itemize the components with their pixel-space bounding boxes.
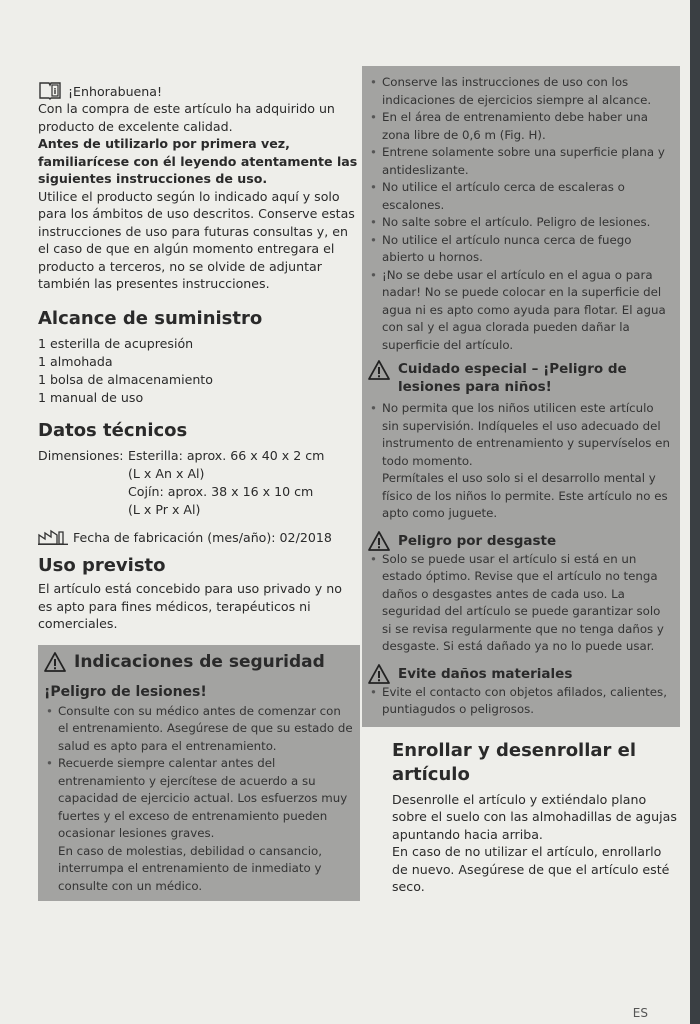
supply-list xyxy=(38,335,358,407)
care-title: Cuidado especial – ¡Peligro de lesiones para niños! xyxy=(398,361,627,395)
warning-icon xyxy=(368,360,390,380)
svg-text:i: i xyxy=(53,87,57,96)
safety-box xyxy=(38,645,360,902)
list-item: • Recuerde siempre calentar antes del entrenamiento y ejercítese de acuerdo a su capacidad de ejercicio actual. Los esfuerzos muy fuertes y el exceso de entrenamiento pueden ocasionar lesiones graves. xyxy=(44,755,354,843)
list-item: • No salte sobre el artículo. Peligro de lesiones. xyxy=(368,214,672,232)
list-item: • En el área de entrenamiento debe haber una zona libre de 0,6 m (Fig. H). xyxy=(368,109,672,144)
manufacture-date: Fecha de fabricación (mes/año): 02/2018 xyxy=(73,529,332,545)
wear-header xyxy=(368,531,672,551)
right-column xyxy=(362,66,680,896)
list-item: • No utilice el artículo nunca cerca de fuego abierto u hornos. xyxy=(368,232,672,267)
safety-header xyxy=(44,651,354,673)
list-item: • Conserve las instrucciones de uso con los indicaciones de ejercicios siempre al alcance. xyxy=(368,74,672,109)
spec-mat xyxy=(38,447,358,465)
intro-text-2: Utilice el producto según lo indicado aquí y solo para los ámbitos de uso descritos. Conserve estas instrucciones de uso para futuras consultas y, en el caso de que en algún momento entregara el producto a terceros, no se olvide de adjuntar también las presentes instrucciones. xyxy=(38,188,355,291)
list-item: 1 esterilla de acupresión xyxy=(38,335,194,351)
dims-label: Dimensiones: xyxy=(38,447,124,463)
safety-continuation: En caso de molestias, debilidad o cansancio, interrumpa el entrenamiento de inmediato y consulte con un médico. xyxy=(58,843,322,893)
manufacture-row xyxy=(38,529,358,547)
cushion-dims: Cojín: aprox. 38 x 16 x 10 cm xyxy=(128,483,314,499)
care-header xyxy=(368,360,672,396)
tech-title: Datos técnicos xyxy=(38,419,188,441)
list-item: • Entrene solamente sobre una superficie plana y antideslizante. xyxy=(368,144,672,179)
list-item: • Consulte con su médico antes de comenzar con el entrenamiento. Asegúrese de que su estado de salud es apto para el entrenamiento. xyxy=(44,703,354,756)
supply-title: Alcance de suministro xyxy=(38,307,263,329)
list-item: • Solo se puede usar el artículo si está en un estado óptimo. Revise que el artículo no tenga daños o desgastes antes de cada uso. La seguridad del artículo se puede garantizar solo si se revisa regularmente que no tenga daños y desgaste. Si está dañado ya no lo puede usar. xyxy=(368,551,672,656)
use-title: Uso previsto xyxy=(38,555,166,576)
intro-header xyxy=(38,80,358,100)
roll-text: Desenrolle el artículo y extiéndalo plano sobre el suelo con las almohadillas de agujas apuntando hacia arriba. xyxy=(392,791,677,842)
injury-title: ¡Peligro de lesiones! xyxy=(44,683,207,700)
wear-bullets xyxy=(368,551,672,656)
roll-title: Enrollar y desenrollar el artículo xyxy=(392,739,637,785)
factory-icon xyxy=(38,529,68,545)
care-bullets xyxy=(368,400,672,470)
mat-dims: Esterilla: aprox. 66 x 40 x 2 cm xyxy=(128,447,325,463)
intro-text: Con la compra de este artículo ha adquirido un producto de excelente calidad. xyxy=(38,101,335,134)
use-text: El artículo está concebido para uso privado y no es apto para fines médicos, terapéuticos ni comerciales. xyxy=(38,581,342,631)
right-bullets xyxy=(368,74,672,354)
right-warning-box xyxy=(362,66,680,727)
list-item: • ¡No se debe usar el artículo en el agua o para nadar! No se puede colocar en la superficie del agua ni es apto como ayuda para flotar. El agua con sal y el agua clorada pueden dañar la superficie del artículo. xyxy=(368,267,672,355)
page-language: ES xyxy=(632,1006,648,1020)
wear-title: Peligro por desgaste xyxy=(398,532,557,549)
list-item: • No permita que los niños utilicen este artículo sin supervisión. Indíqueles el uso adecuado del instrumento de entrenamiento y supervíselos en todo momento. xyxy=(368,400,672,470)
list-item: • Evite el contacto con objetos afilados, calientes, puntiagudos o peligrosos. xyxy=(368,684,672,719)
list-item: • No utilice el artículo cerca de escaleras o escalones. xyxy=(368,179,672,214)
damage-header xyxy=(368,664,672,684)
care-continuation: Permítales el uso solo si el desarrollo mental y físico de los niños lo permite. Este artículo no es apto como juguete. xyxy=(382,471,668,520)
damage-bullets xyxy=(368,684,672,719)
warning-icon xyxy=(368,531,390,551)
mat-units: (L x An x Al) xyxy=(128,465,205,481)
damage-title: Evite daños materiales xyxy=(398,665,573,682)
warning-icon xyxy=(44,652,66,672)
list-item: 1 bolsa de almacenamiento xyxy=(38,371,213,387)
intro-bold: Antes de utilizarlo por primera vez, familiarícese con él leyendo atentamente las siguientes instrucciones de uso. xyxy=(38,136,358,186)
safety-bullets xyxy=(44,703,354,843)
left-column xyxy=(38,80,358,901)
read-manual-icon xyxy=(38,80,62,100)
greeting: ¡Enhorabuena! xyxy=(68,83,163,99)
safety-title: Indicaciones de seguridad xyxy=(74,651,325,672)
tech-specs xyxy=(38,447,358,519)
roll-text-2: En caso de no utilizar el artículo, enrollarlo de nuevo. Asegúrese de que el artículo esté seco. xyxy=(392,844,670,894)
warning-icon xyxy=(368,664,390,684)
list-item: 1 manual de uso xyxy=(38,389,144,405)
list-item: 1 almohada xyxy=(38,353,113,369)
cushion-units: (L x Pr x Al) xyxy=(128,501,201,517)
